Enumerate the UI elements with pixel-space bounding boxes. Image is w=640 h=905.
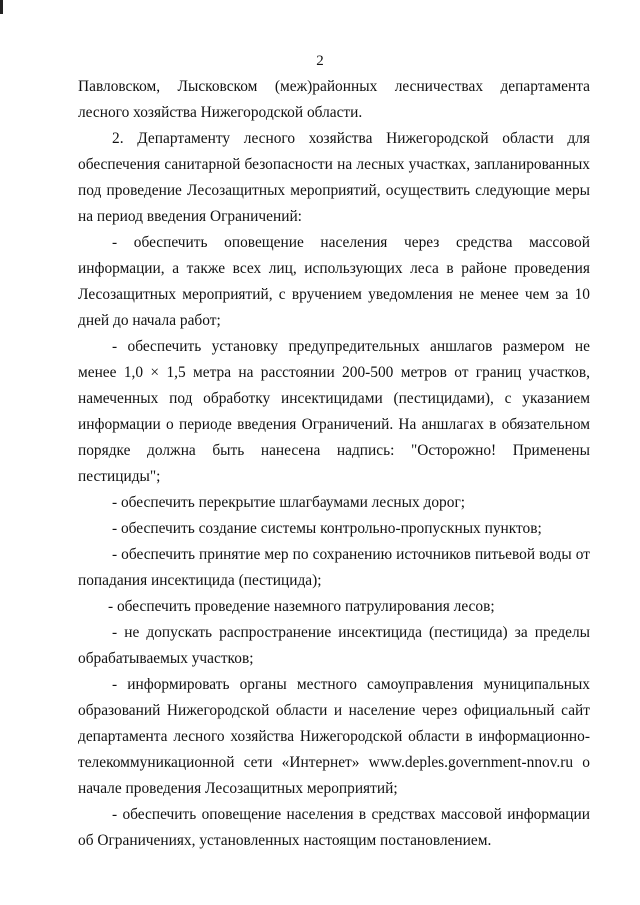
body-line: Павловском, Лысковском (меж)районных лесничествах департамента xyxy=(78,78,590,95)
scan-edge-mark xyxy=(0,0,3,14)
body-line: - информировать органы местного самоуправления муниципальных xyxy=(112,676,590,693)
body-line: - обеспечить перекрытие шлагбаумами лесных дорог; xyxy=(112,494,466,511)
body-line: - обеспечить установку предупредительных аншлагов размером не xyxy=(112,338,590,355)
body-line: образований Нижегородской области и население через официальный сайт xyxy=(78,702,590,719)
body-line: - обеспечить проведение наземного патрулирования лесов; xyxy=(108,598,495,615)
body-line: - не допускать распространение инсектицида (пестицида) за пределы xyxy=(112,624,590,641)
body-line: телекоммуникационной сети «Интернет» www.deples.government-nnov.ru о xyxy=(78,754,590,771)
body-line: под проведение Лесозащитных мероприятий, осуществить следующие меры xyxy=(78,182,590,199)
body-line: порядке должна быть нанесена надпись: "Осторожно! Применены xyxy=(78,442,590,459)
body-line: на период введения Ограничений: xyxy=(78,208,302,225)
body-line: - обеспечить оповещение населения через средства массовой xyxy=(112,234,590,251)
body-line: Лесозащитных мероприятий, с вручением уведомления не менее чем за 10 xyxy=(78,286,590,303)
page-number: 2 xyxy=(316,53,324,69)
body-line: - обеспечить оповещение населения в средствах массовой информации xyxy=(112,806,590,823)
body-line: обрабатываемых участков; xyxy=(78,650,254,667)
body-line: 2. Департаменту лесного хозяйства Нижегородской области для xyxy=(112,130,590,147)
body-line: информации о периоде введения Ограничений. На аншлагах в обязательном xyxy=(78,416,590,433)
body-line: лесного хозяйства Нижегородской области. xyxy=(78,104,363,121)
body-line: намеченных под обработку инсектицидами (пестицидами), с указанием xyxy=(78,390,590,407)
body-line: об Ограничениях, установленных настоящим постановлением. xyxy=(78,832,492,849)
body-line: менее 1,0 × 1,5 метра на расстоянии 200-500 метров от границ участков, xyxy=(78,364,590,381)
body-line: - обеспечить создание системы контрольно-пропускных пунктов; xyxy=(112,520,542,537)
body-line: дней до начала работ; xyxy=(78,312,221,329)
body-line: попадания инсектицида (пестицида); xyxy=(78,572,322,589)
body-line: информации, а также всех лиц, использующих леса в районе проведения xyxy=(78,260,590,277)
body-line: начале проведения Лесозащитных мероприятий; xyxy=(78,780,398,797)
body-line: пестициды"; xyxy=(78,468,161,485)
body-line: департамента лесного хозяйства Нижегородской области в информационно- xyxy=(78,728,590,745)
body-line: - обеспечить принятие мер по сохранению источников питьевой воды от xyxy=(112,546,590,563)
body-line: обеспечения санитарной безопасности на лесных участках, запланированных xyxy=(78,156,590,173)
